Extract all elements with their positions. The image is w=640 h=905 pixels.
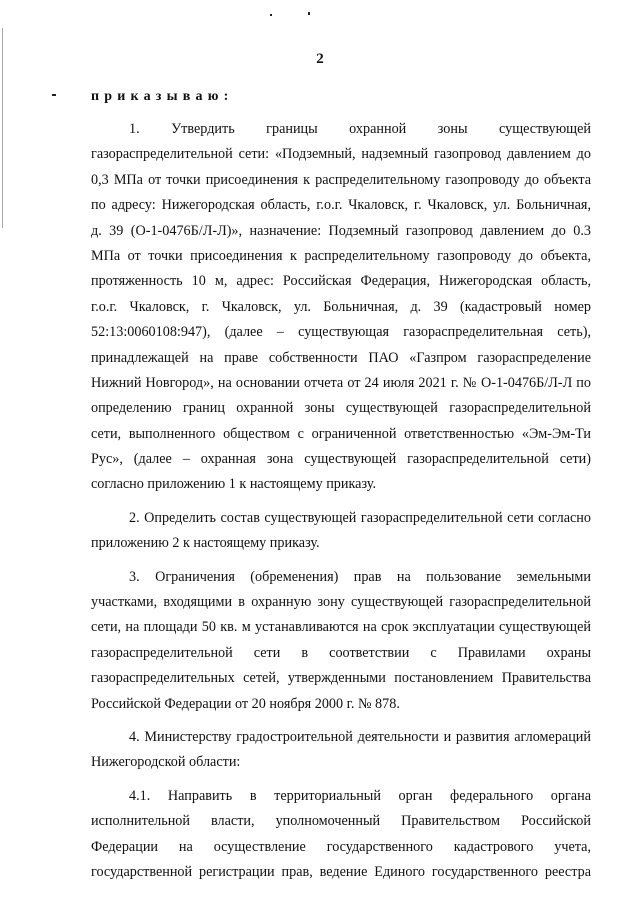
paragraph-2 [91,506,591,557]
paragraph-3 [91,565,591,717]
text-line: 2. Определить состав существующей газораспределительной сети согласно [129,509,591,526]
paragraph-1 [91,117,591,498]
text-line: д. 39 (О-1-0476Б/Л-Л)», назначение: Подземный газопровод давлением до 0.3 [91,222,591,239]
scan-speck [308,12,310,15]
text-line: принадлежащей на праве собственности ПАО «Газпром газораспределение [91,349,591,366]
text-line: 0,3 МПа от точки присоединения к распределительному газопроводу до объекта [91,171,591,188]
scan-speck [52,94,56,96]
page-number: 2 [316,51,324,67]
text-line: Федерации на осуществление государственного кадастрового учета, [91,838,591,855]
text-line: исполнительной власти, уполномоченный Правительством Российской [91,813,591,830]
text-line: определению границ охранной зоны существующей газораспределительной [91,400,591,417]
text-line: участками, входящими в охранную зону существующей газораспределительной [91,594,591,611]
document-body [91,117,591,885]
text-line: 3. Ограничения (обременения) прав на пользование земельными [129,568,591,585]
text-line: г.о.г. Чкаловск, г. Чкаловск, ул. Больничная, д. 39 (кадастровый номер [91,298,591,315]
text-line: протяженность 10 м, адрес: Российская Федерация, Нижегородская область, [91,273,591,290]
scan-speck [270,14,272,16]
text-line: по адресу: Нижегородская область, г.о.г. Чкаловск, г. Чкаловск, ул. Больничная, [91,197,591,214]
text-line: МПа от точки присоединения к распределительному газопроводу до объекта, [91,247,591,264]
text-line: газораспределительной сети в соответствии с Правилами охраны [91,644,591,661]
text-line: Нижний Новгород», на основании отчета от 24 июля 2021 г. № О-1-0476Б/Л-Л по [91,374,591,391]
text-line: Российской Федерации от 20 ноября 2000 г. № 878. [91,695,400,712]
text-line: Рус», (далее – охранная зона существующей газораспределительной сети) [91,451,591,468]
paragraph-4-1 [91,784,591,886]
paragraph-4 [91,725,591,776]
text-line: государственной регистрации прав, ведение Единого государственного реестра [91,863,591,880]
text-line: сети, выполненного обществом с ограниченной ответственностью «Эм-Эм-Ти [91,425,591,442]
text-line: согласно приложению 1 к настоящему приказу. [91,476,376,493]
text-line: 4. Министерству градостроительной деятельности и развития агломераций [129,728,591,745]
text-line: приложению 2 к настоящему приказу. [91,535,320,552]
text-line: газораспределительной сети: «Подземный, надземный газопровод давлением до [91,146,591,163]
text-line: 52:13:0060108:947), (далее – существующая газораспределительная сеть), [91,324,591,341]
text-line: 4.1. Направить в территориальный орган федерального органа [129,787,591,804]
text-line: 1. Утвердить границы охранной зоны существующей [129,121,591,137]
text-line: Нижегородской области: [91,754,241,771]
order-heading: приказываю: [91,89,234,104]
text-line: сети, на площади 50 кв. м устанавливаются на срок эксплуатации существующей [91,619,591,636]
text-line: газораспределительных сетей, утвержденными постановлением Правительства [91,670,591,687]
